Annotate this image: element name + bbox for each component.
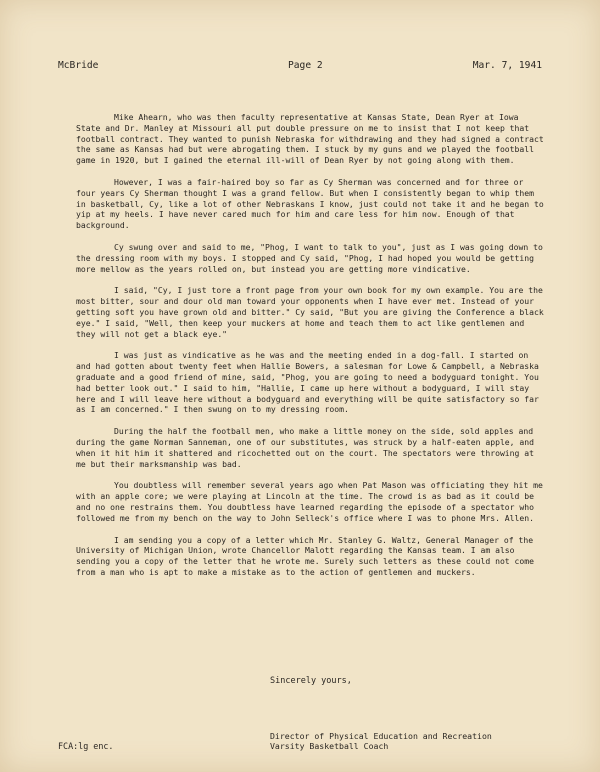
recipient-name: McBride [58,60,99,71]
paragraph: I am sending you a copy of a letter which Mr. Stanley G. Waltz, General Manager of the University of Michigan Union, wrote Chancellor Malott regarding the Kansas team. I am also sending you a copy of the letter that he wrote me. Surely such letters as these could not come from a man who is apt to make a mistake as to the action of gentlemen and muckers. [76,534,535,577]
paragraph: During the half the football men, who make a little money on the side, sold apples and during the game Norman Sanneman, one of our substitutes, was struck by a half-eaten apple, and when it hit him it shattered and ricochetted out on the court. The spectators were throwing at me but their marksmanship was bad. [76,426,535,469]
paragraph: You doubtless will remember several years ago when Pat Mason was officiating they hit me with an apple core; we were playing at Lincoln at the time. The crowd is as bad as it could be and no one restrains them. You doubtless have learned regarding the episode of a spectator who followed me from my bench on the way to John Selleck's office where I was to phone Mrs. Allen. [76,480,543,523]
letter-body [76,112,546,589]
signature-title-1: Director of Physical Education and Recreation [270,731,492,741]
paragraph: Mike Ahearn, who was then faculty representative at Kansas State, Dean Ryer at Iowa State and Dr. Manley at Missouri all put double pressure on me to insist that I not keep that football contract. They wanted to punish Nebraska for withdrawing and they had signed a contract the same as Kansas had but were abrogating them. I stuck by my guns and we played the football game in 1920, but I gained the eternal ill-will of Dean Ryer by not going along with them. [76,112,544,166]
page-number: Page 2 [288,60,323,71]
paragraph: I said, "Cy, I just tore a front page from your own book for my own example. You are the most bitter, sour and dour old man toward your opponents when I have ever met. Instead of your getting soft you have grown old and bitter." Cy said, "But you are giving the Conference a black eye." I said, "Well, then keep your muckers at home and teach them to act like gentlemen and they will not get a black eye." [76,285,544,339]
paragraph: However, I was a fair-haired boy so far as Cy Sherman was concerned and for three or four years Cy Sherman thought I was a grand fellow. But when I consistently began to whip them in basketball, Cy, like a lot of other Nebraskans I know, just could not take it and he began to yip at my heels. I have never cared much for him and care less for him now. Enough of that background. [76,176,544,231]
closing: Sincerely yours, [270,676,352,686]
letter-date: Mar. 7, 1941 [472,60,542,71]
signature-title-2: Varsity Basketball Coach [270,741,389,751]
reference-initials: FCA:lg enc. [58,741,114,751]
page-header [58,60,542,74]
paragraph: Cy swung over and said to me, "Phog, I want to talk to you", just as I was going down to the dressing room with my boys. I stopped and Cy said, "Phog, I had hoped you would be getting more mellow as the years rolled on, but instead you are getting more vindicative. [76,241,543,274]
paragraph: I was just as vindicative as he was and the meeting ended in a dog-fall. I started on and had gotten about twenty feet when Hallie Bowers, a salesman for Lowe & Campbell, a Nebraska graduate and a good friend of mine, said, "Phog, you are going to need a bodyguard tonight. You had better look out." I said to him, "Hallie, I came up here without a bodyguard, I will stay here and I will leave here without a bodyguard and everything will be quite satisfactory so far as I am concerned." I then swung on to my dressing room. [76,350,539,415]
signature-block [270,731,492,751]
